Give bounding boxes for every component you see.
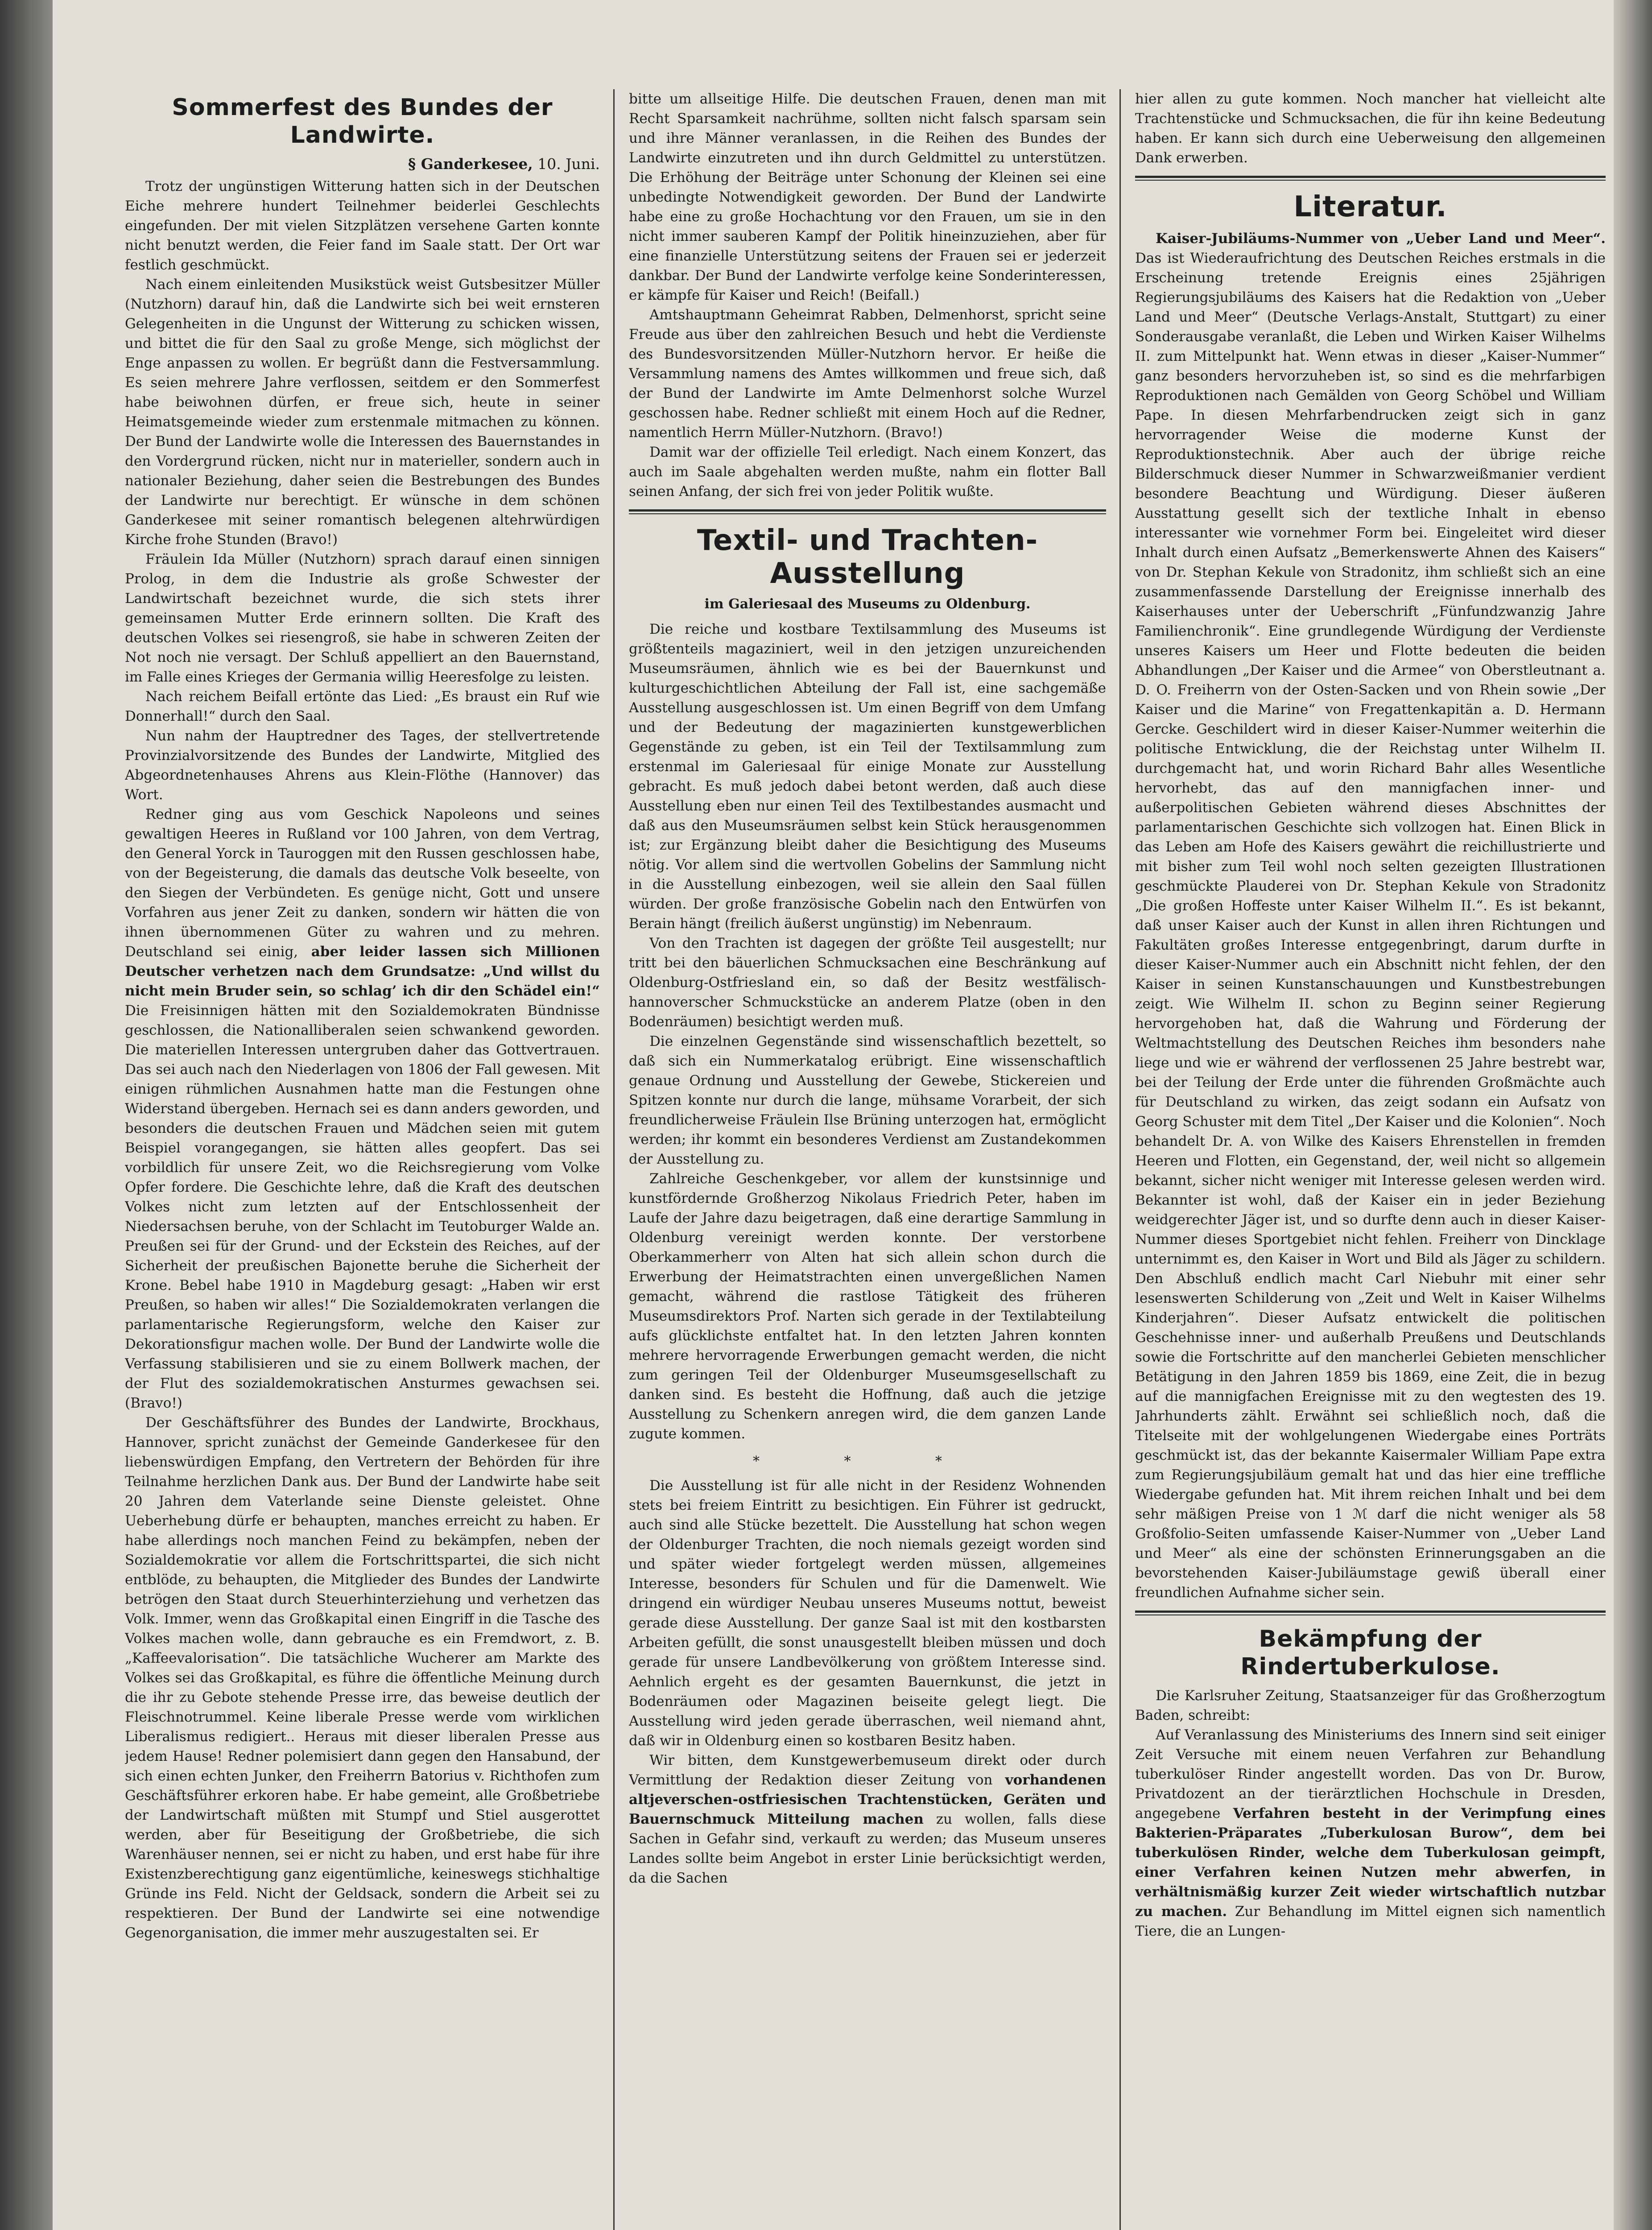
column-rule — [613, 89, 615, 2230]
paragraph: bitte um allseitige Hilfe. Die deutschen Frauen, denen man mit Recht Sparsamkeit nachrühme, sollten nicht falsch sparsam sein und ihre Männer veranlassen, in die Reihen des Bundes der Landwirte einzutreten und ihn durch Geldmittel zu unterstützen. Die Erhöhung der Beiträge unter Schonung der Kleinen sei eine unbedingte Notwendigkeit geworden. Der Bund der Landwirte habe eine zu große Hochachtung vor den Frauen, um sie in den nicht immer sauberen Kampf der Politik hineinzuziehen, aber für eine finanzielle Unterstützung seitens der Frauen sei er jederzeit dankbar. Der Bund der Landwirte verfolge keine Sonderinteressen, er kämpfe für Kaiser und Reich! (Beifall.) — [629, 91, 1106, 303]
paragraph: Der Geschäftsführer des Bundes der Landwirte, Brockhaus, Hannover, spricht zunächst der Gemeinde Ganderkesee für den liebenswürdigen Empfang, den Vertretern der Behörden für ihre Teilnahme herzlichen Dank aus. Der Bund der Landwirte habe seit 20 Jahren dem Vaterlande seine Dienste geleistet. Ohne Ueberhebung dürfe er behaupten, manches erreicht zu haben. Er habe allerdings noch manchen Feind zu bekämpfen, neben der Sozialdemokratie vor allem die Fortschrittspartei, die sich nicht entblöde, zu behaupten, die Mitglieder des Bundes der Landwirte betrögen den Staat durch Steuerhinterziehung und verhetzen das Volk. Immer, wenn das Großkapital einen Eingriff in die Tasche des Volkes machen wolle, dann gebrauche es ein Fremdwort, z. B. „Kaffeevalorisation“. Die tatsächliche Wucherer am Markte des Volkes sei das Großkapital, es führe die öffentliche Meinung durch die ihr zu Gebote stehende Presse irre, das beweise deutlich der Fleischnotrummel. Keine liberale Presse werde vom wirklichen Liberalismus redigiert.. Heraus mit dieser liberalen Presse aus jedem Hause! Redner polemisiert dann gegen den Hansabund, der sich einen echten Junker, den Freiherrn Batorius v. Richthofen zum Geschäftsführer erkoren habe. Er habe gemeint, alle Großbetriebe der Landwirtschaft müßten mit Stumpf und Stiel ausgerottet werden, aber für Beseitigung der Großbetriebe, die sich Warenhäuser nennen, sei er nicht zu haben, und erst habe für ihre Existenzberechtigung ganz eigentümliche, keineswegs stichhaltige Gründe ins Feld. Nicht der Geldsack, sondern die Arbeit sei zu respektieren. Der Bund der Landwirte sei eine notwendige Gegenorganisation, die immer mehr auszugestalten sei. Er — [125, 1415, 600, 1941]
dateline — [125, 154, 600, 174]
paragraph: Nach einem einleitenden Musikstück weist Gutsbesitzer Müller (Nutzhorn) darauf hin, daß die Landwirte sich bei weit ernsteren Gelegenheiten in die Ungunst der Witterung zu schicken wissen, und bittet die für den Saal zu große Menge, sich möglichst der Enge anpassen zu wollen. Er begrüßt dann die Festversammlung. Es seien mehrere Jahre verflossen, seitdem er den Sommerfest habe beiwohnen dürfen, er freue sich, heute in seiner Heimatsgemeinde wieder zum erstenmale mitmachen zu können. Der Bund der Landwirte wolle die Interessen des Bauernstandes in den Vordergrund rücken, nicht nur in materieller, sondern auch in nationaler Beziehung, daher seien die Bestrebungen des Bundes der Landwirte nur berechtigt. Er wünsche in dem schönen Ganderkesee mit seiner romantisch belegenen altehrwürdigen Kirche frohe Stunden (Bravo!) — [125, 277, 600, 548]
text-run: zu wollen, falls diese Sachen in Gefahr sind, verkauft zu werden; das Museum unseres Landes sollte beim Angebot in erster Linie berücksichtigt werden, da die Sachen — [629, 1811, 1106, 1886]
text-run: Redner ging aus vom Geschick Napoleons und seines gewaltigen Heeres in Rußland vor 100 Jahren, von dem Vertrag, den General Yorck in Tauroggen mit den Russen geschlossen habe, von der Begeisterung, die damals das deutsche Volk beseelte, von den Siegen der Verbündeten. Es genüge nicht, Gott und unsere Vorfahren aus jener Zeit zu danken, sondern wir hätten die von ihnen übernommenen Güter zu wahren und zu mehren. Deutschland sei einig, — [125, 806, 600, 960]
article-headline: Bekämpfung der Rindertuberkulose. — [1240, 1626, 1500, 1680]
dateline-date: 10. Juni. — [537, 155, 600, 173]
scan-right-edge — [1614, 0, 1652, 2230]
text-run: Auf Veranlassung des Ministeriums des Innern sind seit einiger Zeit Versuche mit einem neuen Verfahren zur Behandlung tuberkulöser Rinder angestellt worden. Das von Dr. Burow, Privatdozent an der tierärztlichen Hochschule in Dresden, angegebene — [1135, 1727, 1606, 1821]
text-run: Zur Behandlung im Mittel eignen sich namentlich Tiere, die an Lungen- — [1135, 1904, 1606, 1939]
section-divider — [1135, 1611, 1606, 1615]
section-headline: Literatur. — [1293, 190, 1447, 223]
dateline-place: § Ganderkesee, — [408, 155, 533, 173]
paragraph — [1135, 1725, 1606, 1941]
text-run: Das ist Wiederaufrichtung des Deutschen Reiches erstmals in die Erscheinung tretende Ereignis eines 25jährigen Regierungsjubiläums des Kaisers hat die Redaktion von „Ueber Land und Meer“ (Deutsche Verlags-Anstalt, Stuttgart) zu einer Sonderausgabe veranlaßt, die Leben und Wirken Kaiser Wilhelms II. zum Mittelpunkt hat. Wenn etwas in dieser „Kaiser-Nummer“ ganz besonders hervorzuheben ist, so sind es die mehrfarbigen Reproduktionen nach Gemälden von Georg Schöbel und William Pape. In diesen Mehrfarbendrucken zeigt sich in ganz hervorragender Weise die moderne Kunst der Reproduktionstechnik. Aber auch der übrige reiche Bilderschmuck dieser Nummer in Schwarzweißmanier verdient besondere Beachtung und Würdigung. Dieser äußeren Ausstattung gesellt sich der textliche Inhalt in ebenso interessanter wie vornehmer Form bei. Eingeleitet wird dieser Inhalt durch einen Aufsatz „Bemerkenswerte Ahnen des Kaisers“ von Dr. Stephan Kekule von Stradonitz, ihm schließt sich an eine zusammenfassende Darstellung der Ereignisse innerhalb des Kaiserhauses unter der Ueberschrift „Fünfundzwanzig Jahre Familienchronik“. Eine grundlegende Würdigung der Verdienste unseres Kaisers um Heer und Flotte bedeuten die beiden Abhandlungen „Der Kaiser und die Armee“ von Oberstleutnant a. D. O. Freiherrn von der Osten-Sacken und von Rhein sowie „Der Kaiser und die Marine“ von Fregattenkapitän a. D. Hermann Gercke. Geschildert wird in dieser Kaiser-Nummer weiterhin die politische Entwicklung, die der Reichstag unter Wilhelm II. durchgemacht hat, und worin Richard Bahr alles Wesentliche hervorhebt, das auf den mannigfachen inner- und außerpolitischen Gebieten während dieses Abschnittes der parlamentarischen Geschichte sich vollzogen hat. Einen Blick in das Leben am Hofe des Kaisers gewährt die reichillustrierte und mit bisher zum Teil wohl noch selten gezeigten Illustrationen geschmückte Plauderei von Dr. Stephan Kekule von Stradonitz „Die großen Hoffeste unter Kaiser Wilhelm II.“. Es ist bekannt, daß unser Kaiser auch der Kunst in allen ihren Richtungen und Fakultäten großes Interesse entgegenbringt, darum durfte in dieser Kaiser-Nummer auch ein Abschnitt nicht fehlen, der den Kaiser in seinen Kunstanschauungen und Kunstbestrebungen zeigt. Wie Wilhelm II. schon zu Beginn seiner Regierung hervorgehoben hat, daß die Wahrung und Förderung der Weltmachtstellung des Deutschen Reiches ihm besonders nahe liege und wie er während der verflossenen 25 Jahre bestrebt war, bei der Teilung der Erde unter die führenden Großmächte auch für Deutschland zu wirken, das zeigt sodann ein Aufsatz von Georg Schuster mit dem Titel „Der Kaiser und die Kolonien“. Noch behandelt Dr. A. von Wilke des Kaisers Ehrenstellen in fremden Heeren und Flotten, ein Gegenstand, der, weil nicht so allgemein bekannt, sicher nicht weniger mit Interesse gelesen werden wird. Bekannter ist wohl, daß der Kaiser ein in jeder Beziehung weidgerechter Jäger ist, und so durfte denn auch in dieser Kaiser-Nummer dieses Sportgebiet nicht fehlen. Freiherr von Dincklage unternimmt es, den Kaiser in Wort und Bild als Jäger zu schildern. Den Abschluß endlich macht Carl Niebuhr mit einer sehr lesenswerten Schilderung von „Zeit und Welt in Kaiser Wilhelms Kinderjahren“. Dieser Aufsatz entwickelt die politischen Geschehnisse inner- und außerhalb Preußens und Deutschlands sowie die Fortschritte auf den mancherlei Gebieten menschlicher Betätigung in den Jahren 1859 bis 1869, eine Zeit, die in bezug auf die mannigfachen Ereignisse mit zu den wegtesten des 19. Jahrhunderts zählt. Erwähnt sei schließlich noch, daß die Titelseite mit der wohlgelungenen Wiedergabe eines Porträts geschmückt ist, das der bekannte Kaisermaler William Pape extra zum Regierungsjubiläum gemalt hat und das hier eine treffliche Wiedergabe gefunden hat. Mit ihrem reichen Inhalt und bei dem sehr mäßigen Preise von 1 ℳ darf die nicht weniger als 58 Großfolio-Seiten umfassende Kaiser-Nummer von „Ueber Land und Meer“ als eine der schönsten Erinnerungsgaben an die bevorstehenden Kaiser-Jubiläumstage gewiß überall einer freundlichen Aufnahme sicher sein. — [1135, 250, 1606, 1601]
paragraph: Die Ausstellung ist für alle nicht in der Residenz Wohnenden stets bei freiem Eintritt zu besichtigen. Ein Führer ist gedruckt, auch sind alle Stücke bezettelt. Die Ausstellung hat schon wegen der Oldenburger Trachten, die noch niemals gezeigt worden sind und später wieder fortgelegt werden müssen, allgemeines Interesse, besonders für Schulen und für die Damenwelt. Wie dringend ein würdiger Neubau unseres Museums nottut, beweist gerade diese Ausstellung. Der ganze Saal ist mit den kostbarsten Arbeiten gefüllt, die sonst unausgestellt bleiben müssen und doch gerade für unsere Landbevölkerung von größtem Interesse sind. Aehnlich ergeht es der gesamten Bauernkunst, die jetzt in Bodenräumen oder Magazinen beiseite gelegt liegt. Die Ausstellung wird jeden gerade überraschen, weil niemand ahnt, daß wir in Oldenburg einen so kostbaren Besitz haben. — [629, 1478, 1106, 1749]
paragraph: Trotz der ungünstigen Witterung hatten sich in der Deutschen Eiche mehrere hundert Teilnehmer beiderlei Geschlechts eingefunden. Der mit vielen Sitzplätzen versehene Garten konnte nicht benutzt werden, die Feier fand im Saale statt. Der Ort war festlich geschmückt. — [125, 178, 600, 273]
bold-text-run: Kaiser-Jubiläums-Nummer von „Ueber Land und Meer“. — [1156, 231, 1606, 247]
asterism-separator: * * * — [752, 1454, 983, 1469]
column-3 — [1135, 89, 1606, 2230]
column-2 — [629, 89, 1106, 2230]
paragraph — [125, 805, 600, 1413]
paragraph — [1135, 229, 1606, 1602]
paragraph: hier allen zu gute kommen. Noch mancher hat vielleicht alte Trachtenstücke und Schmucksachen, die für ihn keine Bedeutung haben. Er kann sich durch eine Ueberweisung den allgemeinen Dank erwerben. — [1135, 91, 1606, 166]
paragraph: Die Karlsruher Zeitung, Staatsanzeiger für das Großherzogtum Baden, schreibt: — [1135, 1688, 1606, 1723]
column-1 — [125, 89, 600, 2230]
bold-text-run: vorhandenen altjeverschen-ostfriesischen Trachtenstücken, Geräten und Bauernschmuck Mitteilung machen — [629, 1772, 1106, 1827]
paragraph — [629, 1751, 1106, 1888]
column-rule — [1119, 89, 1121, 2230]
bold-text-run: Verfahren besteht in der Verimpfung eines Bakterien-Präparates „Tuberkulosan Burow“, dem bei tuberkulösen Rinder, welche dem Tuberkulosan geimpft, einer Verfahren keinen Nutzen mehr abwerfen, in verhältnismäßig kurzer Zeit wieder wirtschaftlich nutzbar zu machen. — [1135, 1805, 1606, 1920]
paragraph: Damit war der offizielle Teil erledigt. Nach einem Konzert, das auch im Saale abgehalten werden mußte, nahm ein flotter Ball seinen Anfang, der sich frei von jeder Politik wußte. — [629, 444, 1106, 500]
section-divider — [1135, 176, 1606, 181]
paragraph: Die reiche und kostbare Textilsammlung des Museums ist größtenteils magaziniert, weil in den jetzigen unzureichenden Museumsräumen, ähnlich wie es bei der Bauernkunst und kulturgeschichtlichen Abteilung der Fall ist, eine sachgemäße Ausstellung ausgeschlossen ist. Um einen Begriff von dem Umfang und der Bedeutung der magazinierten kunstgewerblichen Gegenstände zu geben, ist ein Teil der Textilsammlung zum erstenmal im Galeriesaal für einige Monate zur Ausstellung gebracht. Es muß jedoch dabei betont werden, daß auch diese Ausstellung eben nur einen Teil des Textilbestandes ausmacht und daß aus den Museumsräumen selbst kein Stück herausgenommen ist; zur Ergänzung bleibt daher die Besichtigung des Museums nötig. Vor allem sind die wertvollen Gobelins der Sammlung nicht in die Ausstellung einbezogen, weil sie allein den Saal füllen würden. Der große französische Gobelin nach den Entwürfen von Berain hängt (freilich äußerst ungünstig) im Nebenraum. — [629, 621, 1106, 932]
paragraph: Amtshauptmann Geheimrat Rabben, Delmenhorst, spricht seine Freude aus über den zahlreichen Besuch und hebt die Verdienste des Bundesvorsitzenden Müller-Nutzhorn hervor. Er heiße die Versammlung namens des Amtes willkommen und freue sich, daß der Bund der Landwirte im Amte Delmenhorst solche Wurzel geschossen habe. Redner schließt mit einem Hoch auf die Redner, namentlich Herrn Müller-Nutzhorn. (Bravo!) — [629, 307, 1106, 441]
paragraph: Nach reichem Beifall ertönte das Lied: „Es braust ein Ruf wie Donnerhall!“ durch den Saal. — [125, 689, 600, 724]
paragraph: Zahlreiche Geschenkgeber, vor allem der kunstsinnige und kunstfördernde Großherzog Nikolaus Friedrich Peter, haben im Laufe der Jahre dazu beigetragen, daß eine derartige Sammlung in Oldenburg vereinigt werden konnte. Der verstorbene Oberkammerherr von Alten hat sich allein schon durch die Erwerbung der Heimatstrachten einen unvergeßlichen Namen gemacht, während die rastlose Tätigkeit des früheren Museumsdirektors Prof. Narten sich gerade in der Textilabteilung aufs glücklichste entfaltet hat. In den letzten Jahren konnten mehrere hervorragende Erwerbungen gemacht werden, die nicht zum geringen Teil der Oldenburger Museumsgesellschaft zu danken sind. Es besteht die Hoffnung, daß auch die jetzige Ausstellung zu Schenkern anregen wird, die dem ganzen Lande zugute kommen. — [629, 1171, 1106, 1442]
paragraph: Fräulein Ida Müller (Nutzhorn) sprach darauf einen sinnigen Prolog, in dem die Industrie als große Schwester der Landwirtschaft bezeichnet wurde, die sich stets ihrer gemeinsamen Mutter Erde erinnern sollten. Die Kraft des deutschen Volkes sei riesengroß, sie habe in schweren Zeiten der Not noch nie versagt. Der Schluß appelliert an den Bauernstand, im Falle eines Krieges der Germania willig Heeresfolge zu leisten. — [125, 551, 600, 685]
paragraph: Von den Trachten ist dagegen der größte Teil ausgestellt; nur tritt bei den bäuerlichen Schmucksachen eine Beschränkung auf Oldenburg-Ostfriesland ein, so daß der Besitz westfälisch-hannoverscher Schmuckstücke an anderem Platze (oben in den Bodenräumen) besichtigt werden muß. — [629, 935, 1106, 1030]
section-divider — [629, 509, 1106, 514]
scan-left-edge — [0, 0, 53, 2230]
paragraph: Nun nahm der Hauptredner des Tages, der stellvertretende Provinzialvorsitzende des Bundes der Landwirte, Mitglied des Abgeordnetenhauses Ahrens aus Klein-Flöthe (Hannover) das Wort. — [125, 728, 600, 803]
text-run: Wir bitten, dem Kunstgewerbemuseum direkt oder durch Vermittlung der Redaktion dieser Zeitung von — [629, 1752, 1106, 1788]
bold-text-run: aber leider lassen sich Millionen Deutscher verhetzen nach dem Grundsatze: „Und willst du nicht mein Bruder sein, so schlag’ ich dir den Schädel ein!“ — [125, 944, 600, 999]
text-run: Die Freisinnigen hätten mit den Sozialdemokraten Bündnisse geschlossen, die Nationalliberalen seien schwankend geworden. Die materiellen Interessen untergruben daher das Gottvertrauen. Das sei auch nach den Niederlagen von 1806 der Fall gewesen. Mit einigen rühmlichen Ausnahmen hatte man die Festungen ohne Widerstand übergeben. Hernach sei es dann anders geworden, und besonders die deutschen Frauen und Mädchen seien mit gutem Beispiel vorangegangen, sie hätten alles geopfert. Das sei vorbildlich für unsere Zeit, wo die Reichsregierung vom Volke Opfer fordere. Die Geschichte lehre, daß die Kraft des deutschen Volkes nicht zum letzten auf der Entschlossenheit der Niedersachsen beruhe, von der Schlacht im Teutoburger Walde an. Preußen sei für der Grund- und der Eckstein des Reiches, auf der Sicherheit der preußischen Bajonette beruhe die Sicherheit der Krone. Bebel habe 1910 in Magdeburg gesagt: „Haben wir erst Preußen, so haben wir alles!“ Die Sozialdemokraten verlangen die parlamentarische Regierungsform, welche den Kaiser zur Dekorationsfigur machen wolle. Der Bund der Landwirte wolle die Verfassung stabilisieren und sie zu einem Bollwerk machen, der der Flut des sozialdemokratischen Ansturmes gewachsen sei. (Bravo!) — [125, 1003, 600, 1411]
article-subheadline: im Galeriesaal des Museums zu Oldenburg. — [704, 596, 1031, 612]
article-headline: Textil- und Trachten-Ausstellung — [697, 524, 1038, 590]
paragraph: Die einzelnen Gegenstände sind wissenschaftlich bezettelt, so daß sich ein Nummerkatalog erübrigt. Eine wissenschaftlich genaue Ordnung und Ausstellung der Gewebe, Stickereien und Spitzen konnte nur durch die lange, mühsame Vorarbeit, der sich freundlicherweise Fräulein Ilse Brüning unterzogen hat, ermöglicht werden; ihr kommt ein besonderes Verdienst am Zustandekommen der Ausstellung zu. — [629, 1033, 1106, 1167]
article-headline: Sommerfest des Bundes der Landwirte. — [172, 94, 553, 149]
